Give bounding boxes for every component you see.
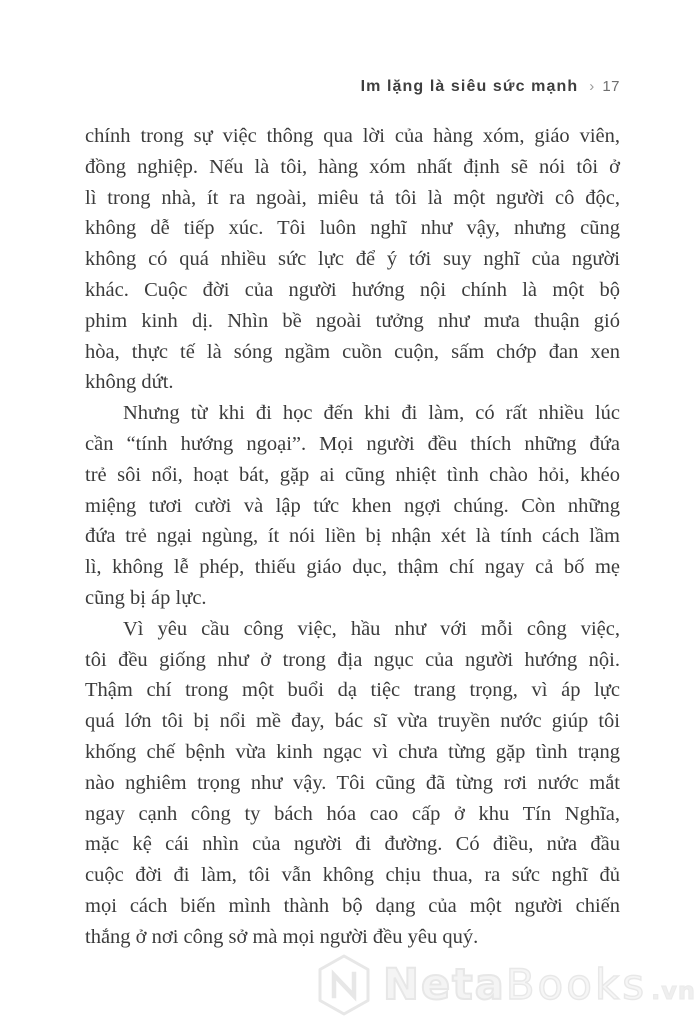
text-line: quá lớn tôi bị nổi mề đay, bác sĩ vừa truyền nước giúp tôi <box>85 710 620 733</box>
text-line: trẻ sôi nổi, hoạt bát, gặp ai cũng nhiệt tình chào hỏi, khéo <box>85 463 620 486</box>
text-line: mọi cách biến mình thành bộ dạng của một người chiến <box>85 894 620 917</box>
text-line: thắng ở nơi công sở mà mọi người đều yêu quý. <box>85 925 479 948</box>
text-line: Thậm chí trong một buổi dạ tiệc trang trọng, vì áp lực <box>85 679 620 702</box>
text-line: khác. Cuộc đời của người hướng nội chính là một bộ <box>85 278 620 301</box>
text-line: đứa trẻ ngại ngùng, ít nói liền bị nhận xét là tính cách lầm <box>85 525 620 548</box>
watermark-neta-text: Neta <box>382 960 506 1010</box>
watermark-books-text: Books <box>505 960 648 1009</box>
text-line: cần “tính hướng ngoại”. Mọi người đều thích những đứa <box>85 432 620 455</box>
text-line: đồng nghiệp. Nếu là tôi, hàng xóm nhất định sẽ nói tôi ở <box>85 155 620 178</box>
netabooks-wordmark <box>383 960 696 1010</box>
text-line: lì, không lễ phép, thiếu giáo dục, thậm chí ngay cả bố mẹ <box>85 556 620 579</box>
text-line: chính trong sự việc thông qua lời của hàng xóm, giáo viên, <box>85 125 620 147</box>
text-line: ngay cạnh công ty bách hóa cao cấp ở khu Tín Nghĩa, <box>85 802 620 825</box>
text-line: cũng bị áp lực. <box>85 586 207 609</box>
text-line: mặc kệ cái nhìn của người đi đường. Có điều, nửa đầu <box>85 833 620 856</box>
text-line: Nhưng từ khi đi học đến khi đi làm, có rất nhiều lúc <box>123 402 620 425</box>
text-line: tôi đều giống như ở trong địa ngục của người hướng nội. <box>85 648 620 671</box>
watermark-vn-text: .vn <box>651 977 696 1005</box>
text-line: không có quá nhiều sức lực để ý tới suy nghĩ của người <box>85 248 620 271</box>
netabooks-watermark <box>315 953 696 1017</box>
text-line: không dễ tiếp xúc. Tôi luôn nghĩ như vậy, nhưng cũng <box>85 217 620 240</box>
text-line: hòa, thực tế là sóng ngầm cuồn cuộn, sấm chớp đan xen <box>85 340 620 363</box>
chevron-separator-icon: › <box>589 78 596 95</box>
text-line: phim kinh dị. Nhìn bề ngoài tưởng như mưa thuận gió <box>85 309 620 332</box>
hexagon-n-logo-icon <box>315 953 373 1017</box>
body-text <box>85 121 620 953</box>
page-number: 17 <box>602 78 620 95</box>
text-line: Vì yêu cầu công việc, hầu như với mỗi công việc, <box>123 617 620 640</box>
text-line: cuộc đời đi làm, tôi vẫn không chịu thua, ra sức nghĩ đủ <box>85 864 620 887</box>
text-line: khống chế bệnh vừa kinh ngạc vì chưa từng gặp tình trạng <box>85 740 620 763</box>
text-line: nào nghiêm trọng như vậy. Tôi cũng đã từng rơi nước mắt <box>85 771 620 794</box>
text-line: lì trong nhà, ít ra ngoài, miêu tả tôi là một người cô độc, <box>85 186 620 209</box>
text-line: miệng tươi cười và lập tức khen ngợi chúng. Còn những <box>85 494 620 517</box>
text-line: không dứt. <box>85 371 174 394</box>
chapter-title: Im lặng là siêu sức mạnh <box>360 78 579 95</box>
running-header <box>361 78 620 96</box>
